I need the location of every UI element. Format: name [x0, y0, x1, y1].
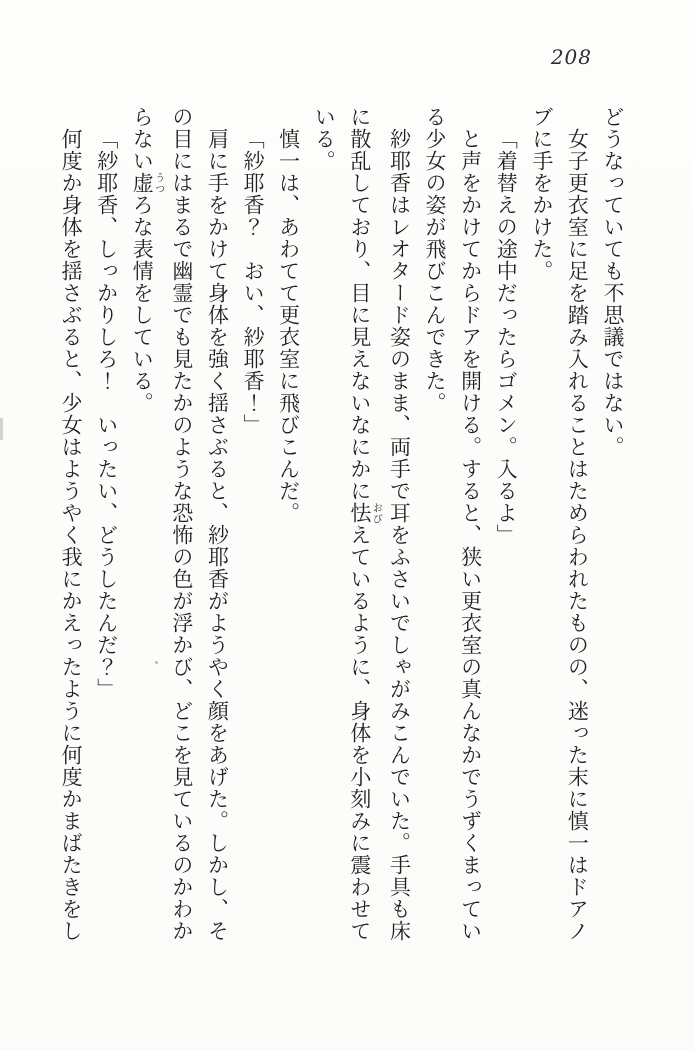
text-line: 紗耶香はレオタード姿のまま、両手で耳をふさいでしゃがみこんでいた。手具も床 — [387, 128, 412, 942]
text-line: いる。 — [312, 106, 337, 172]
text-line: 何度か身体を揺さぶると、少女はようやく我にかえったように何度かまばたきをし — [59, 128, 84, 942]
text-line: 慎一は、あわてて更衣室に飛びこんだ。 — [276, 128, 301, 524]
text-line: る少女の姿が飛びこんできた。 — [423, 106, 448, 414]
text-line: 「紗耶香？ おい、紗耶香！」 — [241, 128, 266, 436]
text-line: と声をかけてからドアを開ける。すると、狭い更衣室の真んなかでうずくまってい — [458, 128, 483, 942]
text-line: どうなっていても不思議ではない。 — [601, 106, 625, 458]
text-line: 女子更衣室に足を踏み入れることはためらわれたものの、迷った末に慎一はドアノ — [565, 128, 590, 942]
text-line: の目にはまるで幽霊でも見たかのような恐怖の色が浮かび、どこを見ているのかわか — [169, 106, 194, 942]
text-line: 肩に手をかけて身体を強く揺さぶると、紗耶香がようやく顔をあげた。しかし、そ — [205, 128, 230, 942]
page-number: 208 — [550, 45, 592, 69]
ruby-annotated-kanji: 怯おび — [347, 502, 382, 524]
ruby-annotated-kanji: 虚うつ — [130, 172, 164, 194]
text-line: ブに手をかけた。 — [529, 106, 554, 282]
text-line: に散乱しており、目に見えないなにかに怯おびえているように、身体を小刻みに震わせて — [347, 106, 382, 942]
text-line: 「着替えの途中だったらゴメン。入るよ」 — [494, 128, 519, 546]
text-line: 「紗耶香、しっかりしろ！ いったい、どうしたんだ？」 — [94, 128, 119, 700]
text-block — [53, 106, 631, 948]
scan-artifact-dot — [155, 661, 158, 664]
text-line: らない虚うつろな表情をしている。 — [130, 106, 164, 414]
scan-artifact-edge — [0, 418, 3, 440]
